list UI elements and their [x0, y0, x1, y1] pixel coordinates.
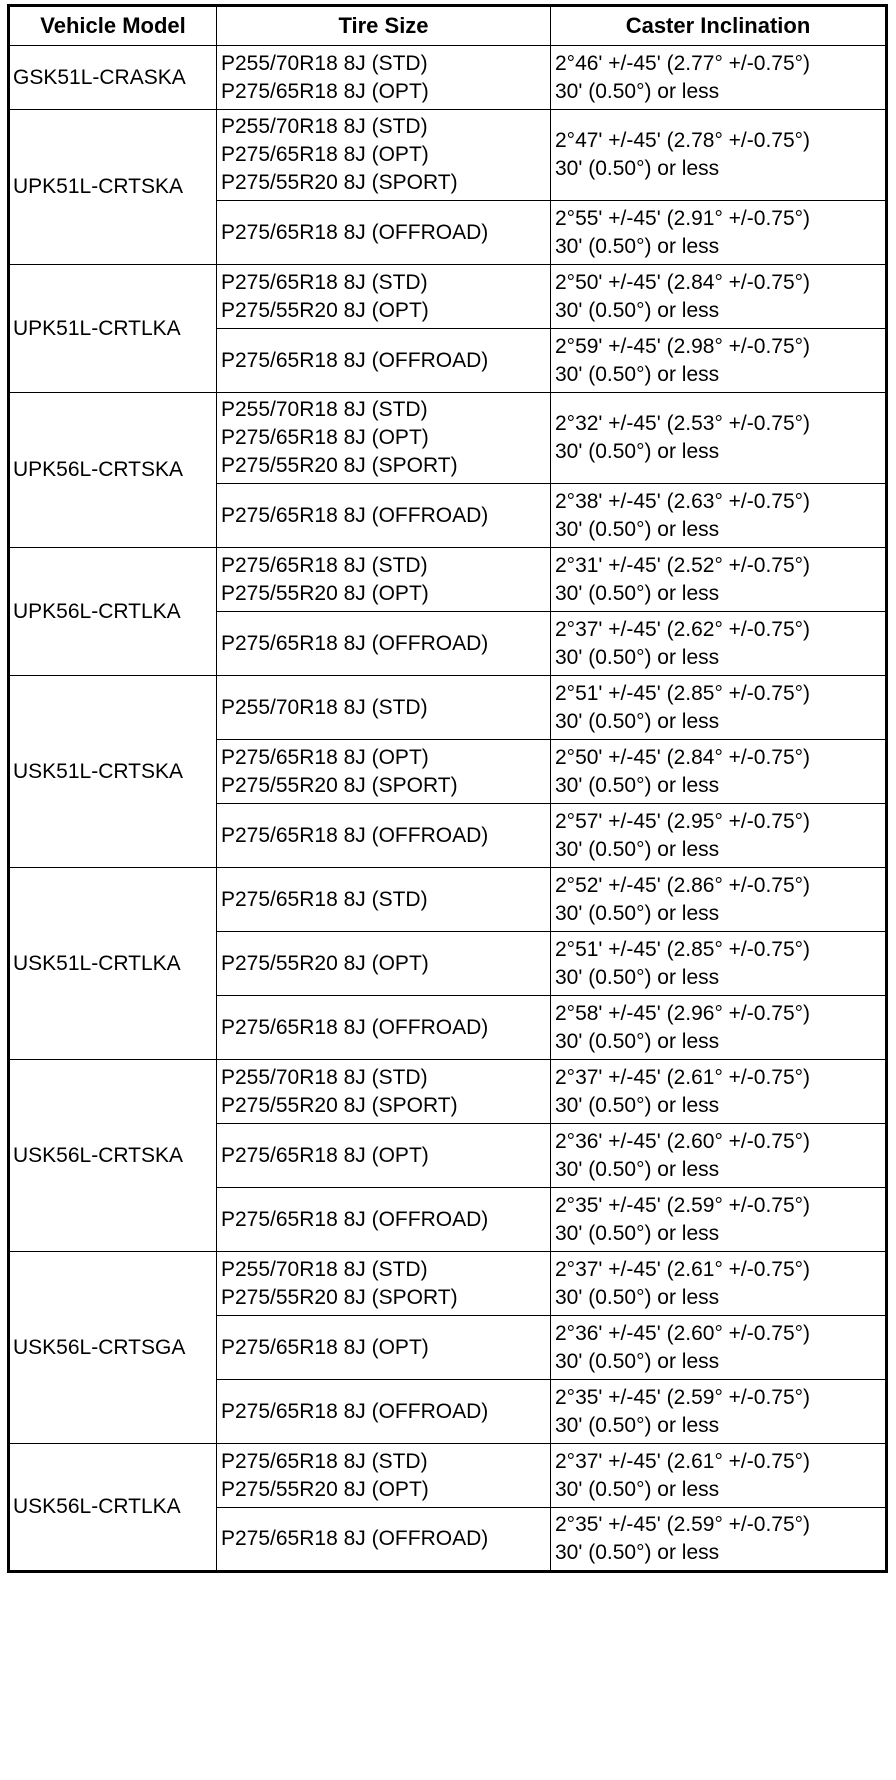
- tire-size-line: P275/55R20 8J (SPORT): [221, 454, 458, 477]
- caster-tolerance-line: 30' (0.50°) or less: [555, 837, 720, 861]
- caster-value-line: 2°37' +/-45' (2.61° +/-0.75°): [555, 1257, 811, 1281]
- caster-inclination-cell: [551, 265, 887, 329]
- tire-size-cell: [217, 1060, 551, 1124]
- caster-value-line: 2°50' +/-45' (2.84° +/-0.75°): [555, 745, 811, 769]
- tire-size-cell: [217, 548, 551, 612]
- table-row: [9, 868, 887, 932]
- tire-size-line: P275/65R18 8J (STD): [221, 1449, 428, 1473]
- vehicle-model-cell: GSK51L-CRASKA: [9, 46, 217, 110]
- vehicle-model-cell: UPK56L-CRTSKA: [9, 393, 217, 548]
- caster-value-line: 2°51' +/-45' (2.85° +/-0.75°): [555, 937, 811, 961]
- tire-size-line: P275/65R18 8J (OFFROAD): [221, 823, 489, 847]
- tire-size-cell: [217, 1316, 551, 1380]
- tire-size-line: P275/65R18 8J (OPT): [221, 426, 429, 449]
- document-page: [7, 4, 885, 1573]
- tire-size-line: P255/70R18 8J (STD): [221, 115, 428, 138]
- caster-inclination-cell: [551, 1508, 887, 1572]
- tire-size-cell: [217, 393, 551, 484]
- caster-inclination-table: [7, 4, 888, 1573]
- tire-size-cell: [217, 484, 551, 548]
- caster-value-line: 2°47' +/-45' (2.78° +/-0.75°): [555, 129, 811, 152]
- tire-size-line: P275/65R18 8J (OFFROAD): [221, 631, 489, 655]
- caster-value-line: 2°57' +/-45' (2.95° +/-0.75°): [555, 809, 811, 833]
- caster-inclination-cell: [551, 804, 887, 868]
- caster-tolerance-line: 30' (0.50°) or less: [555, 79, 720, 103]
- caster-inclination-cell: [551, 548, 887, 612]
- caster-value-line: 2°37' +/-45' (2.61° +/-0.75°): [555, 1449, 811, 1473]
- caster-value-line: 2°51' +/-45' (2.85° +/-0.75°): [555, 681, 811, 705]
- caster-inclination-cell: [551, 740, 887, 804]
- table-row: [9, 1444, 887, 1508]
- tire-size-cell: [217, 329, 551, 393]
- caster-tolerance-line: 30' (0.50°) or less: [555, 1157, 720, 1181]
- caster-value-line: 2°37' +/-45' (2.61° +/-0.75°): [555, 1065, 811, 1089]
- tire-size-cell: [217, 996, 551, 1060]
- tire-size-cell: [217, 1188, 551, 1252]
- tire-size-line: P275/55R20 8J (OPT): [221, 951, 429, 975]
- tire-size-line: P275/65R18 8J (OFFROAD): [221, 1527, 489, 1550]
- caster-tolerance-line: 30' (0.50°) or less: [555, 440, 720, 463]
- caster-inclination-cell: [551, 329, 887, 393]
- table-row: [9, 110, 887, 201]
- tire-size-line: P275/55R20 8J (SPORT): [221, 1093, 458, 1117]
- caster-inclination-cell: [551, 996, 887, 1060]
- caster-tolerance-line: 30' (0.50°) or less: [555, 709, 720, 733]
- caster-inclination-cell: [551, 1380, 887, 1444]
- caster-inclination-cell: [551, 1252, 887, 1316]
- caster-inclination-cell: [551, 1188, 887, 1252]
- tire-size-cell: [217, 1252, 551, 1316]
- table-row: [9, 676, 887, 740]
- tire-size-cell: [217, 201, 551, 265]
- caster-tolerance-line: 30' (0.50°) or less: [555, 234, 720, 258]
- caster-inclination-cell: [551, 110, 887, 201]
- caster-value-line: 2°31' +/-45' (2.52° +/-0.75°): [555, 553, 811, 577]
- caster-tolerance-line: 30' (0.50°) or less: [555, 1285, 720, 1309]
- tire-size-cell: [217, 110, 551, 201]
- caster-value-line: 2°59' +/-45' (2.98° +/-0.75°): [555, 334, 811, 358]
- caster-tolerance-line: 30' (0.50°) or less: [555, 1477, 720, 1501]
- table-row: [9, 548, 887, 612]
- tire-size-line: P275/55R20 8J (OPT): [221, 298, 429, 322]
- table-row: [9, 1252, 887, 1316]
- caster-tolerance-line: 30' (0.50°) or less: [555, 645, 720, 669]
- caster-tolerance-line: 30' (0.50°) or less: [555, 157, 720, 180]
- table-row: [9, 1060, 887, 1124]
- tire-size-line: P275/65R18 8J (OFFROAD): [221, 1207, 489, 1231]
- tire-size-line: P275/65R18 8J (OPT): [221, 143, 429, 166]
- caster-tolerance-line: 30' (0.50°) or less: [555, 965, 720, 989]
- caster-tolerance-line: 30' (0.50°) or less: [555, 1541, 720, 1564]
- header-tire-size: Tire Size: [217, 6, 551, 46]
- caster-value-line: 2°55' +/-45' (2.91° +/-0.75°): [555, 206, 811, 230]
- caster-inclination-cell: [551, 932, 887, 996]
- caster-value-line: 2°58' +/-45' (2.96° +/-0.75°): [555, 1001, 811, 1025]
- vehicle-model-cell: USK51L-CRTLKA: [9, 868, 217, 1060]
- tire-size-line: P275/65R18 8J (STD): [221, 270, 428, 294]
- tire-size-cell: [217, 1444, 551, 1508]
- tire-size-line: P275/55R20 8J (SPORT): [221, 171, 458, 194]
- tire-size-cell: [217, 804, 551, 868]
- tire-size-line: P275/65R18 8J (STD): [221, 553, 428, 577]
- tire-size-cell: [217, 265, 551, 329]
- caster-value-line: 2°32' +/-45' (2.53° +/-0.75°): [555, 412, 811, 435]
- tire-size-cell: [217, 676, 551, 740]
- table-body: [9, 46, 887, 1572]
- tire-size-line: P275/55R20 8J (OPT): [221, 581, 429, 605]
- vehicle-model-cell: USK56L-CRTSKA: [9, 1060, 217, 1252]
- caster-inclination-cell: [551, 46, 887, 110]
- caster-tolerance-line: 30' (0.50°) or less: [555, 773, 720, 797]
- caster-value-line: 2°38' +/-45' (2.63° +/-0.75°): [555, 489, 811, 513]
- caster-inclination-cell: [551, 676, 887, 740]
- tire-size-cell: [217, 46, 551, 110]
- tire-size-line: P275/55R20 8J (SPORT): [221, 773, 458, 797]
- caster-value-line: 2°36' +/-45' (2.60° +/-0.75°): [555, 1321, 811, 1345]
- tire-size-cell: [217, 1508, 551, 1572]
- table-row: [9, 393, 887, 484]
- tire-size-line: P255/70R18 8J (STD): [221, 1257, 428, 1281]
- tire-size-cell: [217, 1124, 551, 1188]
- table-row: [9, 265, 887, 329]
- caster-inclination-cell: [551, 1444, 887, 1508]
- caster-value-line: 2°37' +/-45' (2.62° +/-0.75°): [555, 617, 811, 641]
- caster-inclination-cell: [551, 393, 887, 484]
- caster-tolerance-line: 30' (0.50°) or less: [555, 1349, 720, 1373]
- tire-size-line: P275/65R18 8J (OFFROAD): [221, 1399, 489, 1423]
- tire-size-line: P275/55R20 8J (SPORT): [221, 1285, 458, 1309]
- caster-value-line: 2°46' +/-45' (2.77° +/-0.75°): [555, 51, 811, 75]
- caster-value-line: 2°35' +/-45' (2.59° +/-0.75°): [555, 1193, 811, 1217]
- tire-size-line: P275/65R18 8J (OFFROAD): [221, 503, 489, 527]
- tire-size-line: P275/65R18 8J (OPT): [221, 1335, 429, 1359]
- tire-size-cell: [217, 932, 551, 996]
- caster-tolerance-line: 30' (0.50°) or less: [555, 1093, 720, 1117]
- tire-size-cell: [217, 1380, 551, 1444]
- tire-size-cell: [217, 868, 551, 932]
- caster-tolerance-line: 30' (0.50°) or less: [555, 517, 720, 541]
- caster-inclination-cell: [551, 201, 887, 265]
- vehicle-model-cell: UPK56L-CRTLKA: [9, 548, 217, 676]
- caster-tolerance-line: 30' (0.50°) or less: [555, 1221, 720, 1245]
- tire-size-line: P275/65R18 8J (OPT): [221, 745, 429, 769]
- table-row: [9, 46, 887, 110]
- caster-tolerance-line: 30' (0.50°) or less: [555, 1413, 720, 1437]
- tire-size-line: P255/70R18 8J (STD): [221, 398, 428, 421]
- caster-inclination-cell: [551, 612, 887, 676]
- tire-size-line: P255/70R18 8J (STD): [221, 695, 428, 719]
- caster-value-line: 2°35' +/-45' (2.59° +/-0.75°): [555, 1385, 811, 1409]
- caster-tolerance-line: 30' (0.50°) or less: [555, 1029, 720, 1053]
- vehicle-model-cell: UPK51L-CRTLKA: [9, 265, 217, 393]
- caster-inclination-cell: [551, 868, 887, 932]
- tire-size-cell: [217, 740, 551, 804]
- vehicle-model-cell: USK56L-CRTSGA: [9, 1252, 217, 1444]
- caster-tolerance-line: 30' (0.50°) or less: [555, 298, 720, 322]
- tire-size-line: P275/55R20 8J (OPT): [221, 1477, 429, 1501]
- tire-size-line: P275/65R18 8J (OFFROAD): [221, 1015, 489, 1039]
- caster-inclination-cell: [551, 1124, 887, 1188]
- tire-size-line: P275/65R18 8J (OPT): [221, 1143, 429, 1167]
- caster-value-line: 2°52' +/-45' (2.86° +/-0.75°): [555, 873, 811, 897]
- caster-tolerance-line: 30' (0.50°) or less: [555, 901, 720, 925]
- caster-value-line: 2°50' +/-45' (2.84° +/-0.75°): [555, 270, 811, 294]
- caster-value-line: 2°35' +/-45' (2.59° +/-0.75°): [555, 1513, 811, 1536]
- vehicle-model-cell: UPK51L-CRTSKA: [9, 110, 217, 265]
- vehicle-model-cell: USK51L-CRTSKA: [9, 676, 217, 868]
- tire-size-cell: [217, 612, 551, 676]
- tire-size-line: P275/65R18 8J (OPT): [221, 79, 429, 103]
- tire-size-line: P275/65R18 8J (OFFROAD): [221, 348, 489, 372]
- caster-inclination-cell: [551, 1060, 887, 1124]
- tire-size-line: P275/65R18 8J (OFFROAD): [221, 220, 489, 244]
- tire-size-line: P255/70R18 8J (STD): [221, 51, 428, 75]
- header-vehicle-model: Vehicle Model: [9, 6, 217, 46]
- caster-tolerance-line: 30' (0.50°) or less: [555, 581, 720, 605]
- caster-inclination-cell: [551, 484, 887, 548]
- tire-size-line: P255/70R18 8J (STD): [221, 1065, 428, 1089]
- caster-inclination-cell: [551, 1316, 887, 1380]
- header-caster-inclination: Caster Inclination: [551, 6, 887, 46]
- caster-tolerance-line: 30' (0.50°) or less: [555, 362, 720, 386]
- tire-size-line: P275/65R18 8J (STD): [221, 887, 428, 911]
- header-row: [9, 6, 887, 46]
- vehicle-model-cell: USK56L-CRTLKA: [9, 1444, 217, 1572]
- caster-value-line: 2°36' +/-45' (2.60° +/-0.75°): [555, 1129, 811, 1153]
